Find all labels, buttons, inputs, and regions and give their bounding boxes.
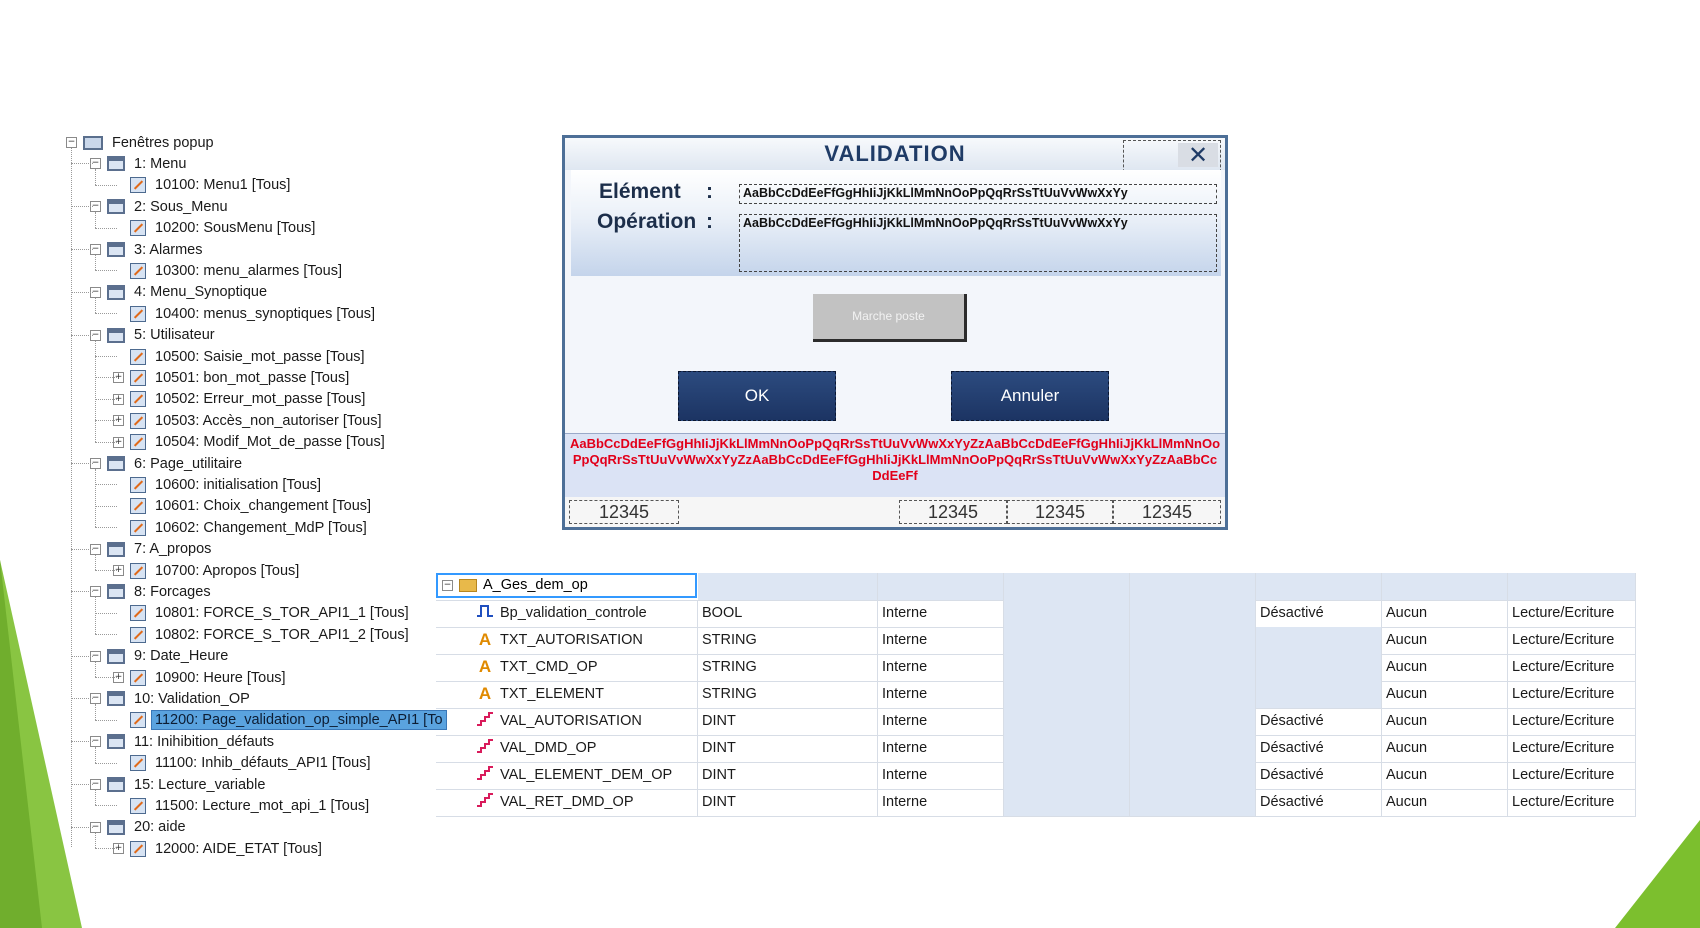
variable-name: VAL_AUTORISATION [500, 713, 642, 729]
variable-name: VAL_DMD_OP [500, 740, 597, 756]
tree-group[interactable] [90, 774, 268, 795]
dialog-title: VALIDATION [565, 138, 1225, 170]
tree-group[interactable] [90, 817, 189, 838]
variable-scope-cell[interactable]: Interne [878, 600, 1004, 627]
tree-item-label: 10602: Changement_MdP [Tous] [155, 519, 367, 536]
window-icon [107, 734, 125, 749]
cancel-button[interactable]: Annuler [951, 371, 1109, 421]
tree-connector [71, 656, 93, 657]
monitor-icon [83, 136, 103, 150]
empty-cell[interactable] [1004, 654, 1130, 681]
tree-connector [71, 249, 93, 250]
page-icon [130, 712, 146, 728]
tree-connector [95, 212, 96, 227]
empty-cell[interactable] [1130, 654, 1256, 681]
tree-connector [71, 163, 93, 164]
window-icon [107, 456, 125, 471]
tree-item-label: 10802: FORCE_S_TOR_API1_2 [Tous] [155, 626, 409, 643]
tree-item[interactable] [113, 218, 318, 239]
variable-scope-cell[interactable]: Interne [878, 627, 1004, 654]
variable-row[interactable] [436, 627, 1636, 655]
tree-group[interactable] [90, 196, 231, 217]
tree-connector [95, 613, 117, 614]
tree-connector [95, 833, 96, 848]
page-icon [130, 755, 146, 771]
page-icon [130, 306, 146, 322]
tree-group[interactable] [90, 153, 189, 174]
variable-name-cell[interactable] [436, 708, 698, 735]
tree-connector [95, 790, 96, 805]
tree-connector [95, 848, 117, 849]
page-icon [130, 477, 146, 493]
status-value: 12345 [899, 500, 1007, 524]
tree-connector [95, 185, 117, 186]
window-icon [107, 777, 125, 792]
window-icon [107, 820, 125, 835]
variable-row[interactable] [436, 789, 1636, 817]
tree-group[interactable] [90, 282, 270, 303]
folder-icon [459, 579, 477, 592]
dint-stairs-icon [476, 793, 494, 811]
variable-name-cell[interactable] [436, 789, 698, 816]
variable-type-cell[interactable]: STRING [698, 654, 878, 681]
variable-alarm-cell[interactable]: Aucun [1382, 627, 1508, 654]
window-icon [107, 691, 125, 706]
empty-cell[interactable] [1130, 762, 1256, 789]
collapse-icon[interactable]: − [91, 329, 100, 340]
tree-connector [95, 720, 117, 721]
tree-group-label: 1: Menu [134, 155, 187, 172]
variable-alarm-cell[interactable]: Aucun [1382, 735, 1508, 762]
tree-connector [95, 228, 117, 229]
empty-cell[interactable] [1130, 708, 1256, 735]
tree-item-label: 10100: Menu1 [Tous] [155, 177, 291, 194]
tree-connector [95, 570, 117, 571]
empty-cell[interactable] [1004, 627, 1130, 654]
variable-type-cell[interactable]: STRING [698, 681, 878, 708]
variable-type-cell[interactable]: BOOL [698, 600, 878, 627]
tree-item[interactable] [113, 795, 372, 816]
tree-item[interactable] [113, 474, 324, 495]
tree-item-label: 11200: Page_validation_op_simple_API1 [To [152, 711, 446, 729]
variable-state-cell[interactable] [1256, 627, 1382, 654]
tree-item-label: 10500: Saisie_mot_passe [Tous] [155, 348, 365, 365]
tree-connector [95, 469, 96, 527]
table-cell [878, 573, 1004, 600]
variable-type-cell[interactable]: DINT [698, 789, 878, 816]
variable-state-cell[interactable]: Désactivé [1256, 735, 1382, 762]
empty-cell[interactable] [1130, 600, 1256, 627]
page-icon [130, 391, 146, 407]
group-name-cell[interactable] [436, 573, 697, 598]
tree-connector [71, 335, 93, 336]
variable-name-cell[interactable] [436, 762, 698, 789]
variable-row[interactable] [436, 708, 1636, 736]
tree-connector [95, 420, 117, 421]
variable-scope-cell[interactable]: Interne [878, 681, 1004, 708]
string-a-icon: A [478, 657, 492, 677]
empty-cell[interactable] [1004, 762, 1130, 789]
tree-connector [95, 442, 117, 443]
collapse-icon[interactable]: − [91, 201, 100, 212]
collapse-icon[interactable]: − [67, 137, 76, 147]
variable-scope-cell[interactable]: Interne [878, 708, 1004, 735]
collapse-icon[interactable]: − [91, 458, 100, 468]
table-cell [698, 573, 878, 600]
status-value: 12345 [1113, 500, 1221, 524]
window-icon [107, 584, 125, 599]
variable-type-cell[interactable]: STRING [698, 627, 878, 654]
expand-icon[interactable]: + [114, 372, 123, 383]
page-icon [130, 220, 146, 236]
ok-button[interactable]: OK [678, 371, 836, 421]
variable-type-cell[interactable]: DINT [698, 762, 878, 789]
variable-name: VAL_ELEMENT_DEM_OP [500, 767, 673, 783]
element-colon: : [706, 180, 713, 203]
variable-name-cell[interactable] [436, 735, 698, 762]
tree-item[interactable] [113, 432, 388, 453]
collapse-icon[interactable]: − [91, 543, 100, 554]
collapse-icon[interactable]: − [91, 586, 100, 597]
tree-group-label: 5: Utilisateur [134, 327, 215, 344]
variable-name-cell[interactable] [436, 681, 698, 708]
dint-stairs-icon [476, 766, 494, 784]
variable-scope-cell[interactable]: Interne [878, 762, 1004, 789]
table-cell [1382, 573, 1508, 600]
window-icon [107, 199, 125, 214]
collapse-icon[interactable]: − [91, 821, 100, 832]
page-icon [130, 263, 146, 279]
variable-access-cell[interactable]: Lecture/Ecriture [1508, 789, 1636, 816]
page-icon [130, 563, 146, 579]
tree-connector [71, 591, 93, 592]
variable-row[interactable] [436, 735, 1636, 763]
tree-item[interactable] [113, 410, 385, 431]
marche-poste-button[interactable]: Marche poste [813, 294, 967, 342]
variable-row[interactable] [436, 600, 1636, 628]
collapse-icon[interactable]: − [91, 158, 100, 169]
page-icon [130, 798, 146, 814]
expand-icon[interactable]: + [114, 843, 123, 854]
variable-name-cell[interactable] [436, 654, 698, 681]
tree-item[interactable] [113, 496, 374, 517]
page-icon [130, 177, 146, 193]
page-icon [130, 413, 146, 429]
page-icon [130, 498, 146, 514]
variable-alarm-cell[interactable]: Aucun [1382, 600, 1508, 627]
tree-connector [95, 662, 96, 677]
element-field[interactable]: AaBbCcDdEeFfGgHhIiJjKkLlMmNnOoPpQqRrSsTtUuVvWwXxYy [739, 184, 1217, 204]
window-icon [107, 328, 125, 343]
tree-connector [95, 704, 96, 719]
variable-alarm-cell[interactable]: Aucun [1382, 708, 1508, 735]
tree-connector [71, 148, 72, 847]
expand-icon[interactable]: + [114, 672, 123, 682]
dint-stairs-icon [476, 739, 494, 757]
tree-item-label: 10503: Accès_non_autoriser [Tous] [155, 412, 382, 429]
tree-root-label: Fenêtres popup [112, 134, 214, 151]
tree-group[interactable] [90, 539, 214, 560]
tree-connector [95, 805, 117, 806]
variable-access-cell[interactable]: Lecture/Ecriture [1508, 627, 1636, 654]
window-icon [107, 649, 125, 664]
tree-connector [71, 206, 93, 207]
validation-dialog [562, 135, 1228, 530]
page-icon [130, 841, 146, 857]
window-icon [107, 156, 125, 171]
collapse-icon[interactable]: − [443, 579, 452, 590]
page-icon [130, 520, 146, 536]
tree-item-label: 11500: Lecture_mot_api_1 [Tous] [155, 797, 370, 814]
status-value: 12345 [569, 500, 679, 524]
empty-cell[interactable] [1130, 681, 1256, 708]
tree-item[interactable] [113, 367, 352, 388]
tree-item-label: 12000: AIDE_ETAT [Tous] [155, 840, 322, 857]
variable-alarm-cell[interactable]: Aucun [1382, 681, 1508, 708]
tree-item-label: 10601: Choix_changement [Tous] [155, 498, 372, 515]
variable-row[interactable] [436, 762, 1636, 790]
variable-access-cell[interactable]: Lecture/Ecriture [1508, 735, 1636, 762]
variable-type-cell[interactable]: DINT [698, 735, 878, 762]
tree-connector [95, 270, 117, 271]
empty-cell[interactable] [1004, 708, 1130, 735]
variable-name: TXT_ELEMENT [500, 686, 604, 702]
tree-group-label: 3: Alarmes [134, 241, 203, 258]
tree-group-label: 6: Page_utilitaire [134, 455, 243, 472]
tree-item[interactable] [113, 624, 412, 645]
page-icon [130, 670, 146, 686]
tree-item-label: 10504: Modif_Mot_de_passe [Tous] [155, 434, 385, 451]
expand-icon[interactable]: + [114, 393, 123, 404]
group-row[interactable] [436, 573, 1636, 601]
tree-group-label: 2: Sous_Menu [134, 198, 228, 215]
operation-field[interactable]: AaBbCcDdEeFfGgHhIiJjKkLlMmNnOoPpQqRrSsTtUuVvWwXxYy [739, 214, 1217, 272]
tree-group-label: 15: Lecture_variable [134, 776, 266, 793]
tree-connector [95, 313, 117, 314]
page-icon [130, 605, 146, 621]
string-a-icon: A [478, 630, 492, 650]
tree-connector [95, 506, 117, 507]
tree-connector [95, 555, 96, 570]
tree-group-label: 7: A_propos [134, 541, 212, 558]
tree-item[interactable] [113, 667, 289, 688]
collapse-icon[interactable]: − [91, 693, 100, 704]
operation-label: Opération [597, 210, 697, 233]
tree-connector [95, 484, 117, 485]
tree-connector [95, 634, 117, 635]
variable-state-cell[interactable]: Désactivé [1256, 762, 1382, 789]
tree-group-label: 20: aide [134, 819, 186, 836]
empty-cell[interactable] [1004, 735, 1130, 762]
tree-connector [95, 597, 96, 634]
variable-state-cell[interactable] [1256, 654, 1382, 681]
tree-group[interactable] [90, 731, 277, 752]
expand-icon[interactable]: + [114, 436, 123, 447]
collapse-icon[interactable]: − [91, 736, 100, 747]
variable-name: VAL_RET_DMD_OP [500, 794, 634, 810]
tree-item[interactable] [113, 517, 370, 538]
variable-name: TXT_AUTORISATION [500, 632, 643, 648]
collapse-icon[interactable]: − [91, 286, 100, 297]
table-cell [1508, 573, 1636, 600]
table-cell [1004, 573, 1130, 600]
collapse-icon[interactable]: − [91, 244, 100, 254]
variable-name: Bp_validation_controle [500, 605, 647, 621]
tree-connector [95, 356, 117, 357]
popup-window-tree [0, 0, 443, 880]
tree-item[interactable] [113, 175, 293, 196]
variable-name-cell[interactable] [436, 600, 698, 627]
tree-item-label: 10300: menu_alarmes [Tous] [155, 262, 342, 279]
variable-access-cell[interactable]: Lecture/Ecriture [1508, 681, 1636, 708]
tree-item[interactable] [113, 838, 325, 859]
variable-state-cell[interactable] [1256, 681, 1382, 708]
variable-access-cell[interactable]: Lecture/Ecriture [1508, 708, 1636, 735]
tree-connector [95, 377, 117, 378]
string-a-icon: A [478, 684, 492, 704]
tree-connector [95, 341, 96, 442]
variable-alarm-cell[interactable]: Aucun [1382, 789, 1508, 816]
variable-name: TXT_CMD_OP [500, 659, 598, 675]
expand-icon[interactable]: + [114, 415, 123, 426]
variable-row[interactable] [436, 654, 1636, 682]
tree-item[interactable] [113, 753, 374, 774]
tree-item-label: 10400: menus_synoptiques [Tous] [155, 305, 376, 322]
window-icon [107, 242, 125, 257]
page-icon [130, 434, 146, 450]
tree-connector [95, 763, 117, 764]
tree-item-label: 10200: SousMenu [Tous] [155, 220, 316, 237]
variable-type-cell[interactable]: DINT [698, 708, 878, 735]
tree-group-label: 11: Inihibition_défauts [134, 733, 275, 750]
tree-item[interactable] [113, 560, 302, 581]
empty-cell[interactable] [1130, 627, 1256, 654]
variable-alarm-cell[interactable]: Aucun [1382, 654, 1508, 681]
tree-connector [71, 827, 93, 828]
message-text: AaBbCcDdEeFfGgHhIiJjKkLlMmNnOoPpQqRrSsTtUuVvWwXxYyZzAaBbCcDdEeFfGgHhIiJjKkLlMmNnOoPpQqRrSsTtUuVvWwXxYyZzAaBbCcDdEeFfGgHhIiJjKkLlMmNnOoPpQqRrSsTtUuVvWwXxYyZzAaBbCcDdEeFf [565, 433, 1225, 497]
empty-cell[interactable] [1130, 789, 1256, 816]
tree-group[interactable] [90, 581, 214, 602]
tree-connector [95, 527, 117, 528]
tree-item-label: 10801: FORCE_S_TOR_API1_1 [Tous] [155, 605, 409, 622]
group-name-text: A_Ges_dem_op [483, 577, 588, 593]
tree-connector [71, 741, 93, 742]
window-icon [107, 285, 125, 300]
tree-group-label: 9: Date_Heure [134, 648, 229, 665]
bool-signal-icon [476, 604, 494, 622]
variable-access-cell[interactable]: Lecture/Ecriture [1508, 654, 1636, 681]
collapse-icon[interactable]: − [91, 779, 100, 789]
element-label: Elément [599, 180, 681, 203]
collapse-icon[interactable]: − [91, 650, 100, 661]
empty-cell[interactable] [1130, 735, 1256, 762]
page-icon [130, 627, 146, 643]
tree-item-label: 10502: Erreur_mot_passe [Tous] [155, 391, 366, 408]
table-cell [1130, 573, 1256, 600]
tree-connector [71, 698, 93, 699]
empty-cell[interactable] [1004, 600, 1130, 627]
window-icon [107, 542, 125, 557]
tree-item[interactable] [113, 260, 345, 281]
tree-connector [95, 298, 96, 313]
variable-name-cell[interactable] [436, 627, 698, 654]
tree-connector [71, 549, 93, 550]
tree-group[interactable] [90, 239, 206, 260]
page-icon [130, 370, 146, 386]
dialog-info-panel [571, 170, 1221, 276]
variable-access-cell[interactable]: Lecture/Ecriture [1508, 600, 1636, 627]
right-green-triangle [1615, 820, 1700, 928]
variable-scope-cell[interactable]: Interne [878, 789, 1004, 816]
tree-connector [71, 784, 93, 785]
tree-item[interactable] [113, 389, 368, 410]
tree-group[interactable] [90, 646, 231, 667]
tree-item-label: 10700: Apropos [Tous] [155, 562, 300, 579]
page-icon [130, 349, 146, 365]
tree-connector [95, 399, 117, 400]
tree-item[interactable] [113, 710, 446, 731]
tree-group[interactable] [90, 453, 245, 474]
tree-item-label: 10600: initialisation [Tous] [155, 476, 322, 493]
tree-item-label: 10900: Heure [Tous] [155, 669, 286, 686]
x-close-icon[interactable]: ✕ [1178, 143, 1218, 167]
tree-group[interactable] [90, 688, 253, 709]
tree-item[interactable] [113, 346, 368, 367]
variable-scope-cell[interactable]: Interne [878, 654, 1004, 681]
variable-state-cell[interactable]: Désactivé [1256, 600, 1382, 627]
tree-group-label: 4: Menu_Synoptique [134, 284, 268, 301]
status-value: 12345 [1007, 500, 1113, 524]
operation-colon: : [706, 210, 713, 233]
dint-stairs-icon [476, 712, 494, 730]
tree-group[interactable] [90, 325, 218, 346]
variable-access-cell[interactable]: Lecture/Ecriture [1508, 762, 1636, 789]
empty-cell[interactable] [1004, 681, 1130, 708]
tree-connector [95, 255, 96, 270]
variable-row[interactable] [436, 681, 1636, 709]
expand-icon[interactable]: + [114, 565, 123, 575]
tree-connector [71, 292, 93, 293]
tree-group-label: 10: Validation_OP [134, 690, 250, 707]
variable-alarm-cell[interactable]: Aucun [1382, 762, 1508, 789]
tree-root[interactable] [66, 132, 217, 153]
tree-connector [95, 747, 96, 762]
empty-cell[interactable] [1004, 789, 1130, 816]
tree-item-label: 10501: bon_mot_passe [Tous] [155, 369, 350, 386]
variable-scope-cell[interactable]: Interne [878, 735, 1004, 762]
tree-item[interactable] [113, 303, 378, 324]
tree-group-label: 8: Forcages [134, 583, 211, 600]
tree-item[interactable] [113, 603, 412, 624]
table-cell [1256, 573, 1382, 600]
status-bar [565, 497, 1225, 527]
tree-connector [95, 677, 117, 678]
tree-connector [71, 463, 93, 464]
variable-state-cell[interactable]: Désactivé [1256, 708, 1382, 735]
tree-item-label: 11100: Inhib_défauts_API1 [Tous] [155, 755, 371, 772]
variable-state-cell[interactable]: Désactivé [1256, 789, 1382, 816]
tree-connector [95, 169, 96, 184]
